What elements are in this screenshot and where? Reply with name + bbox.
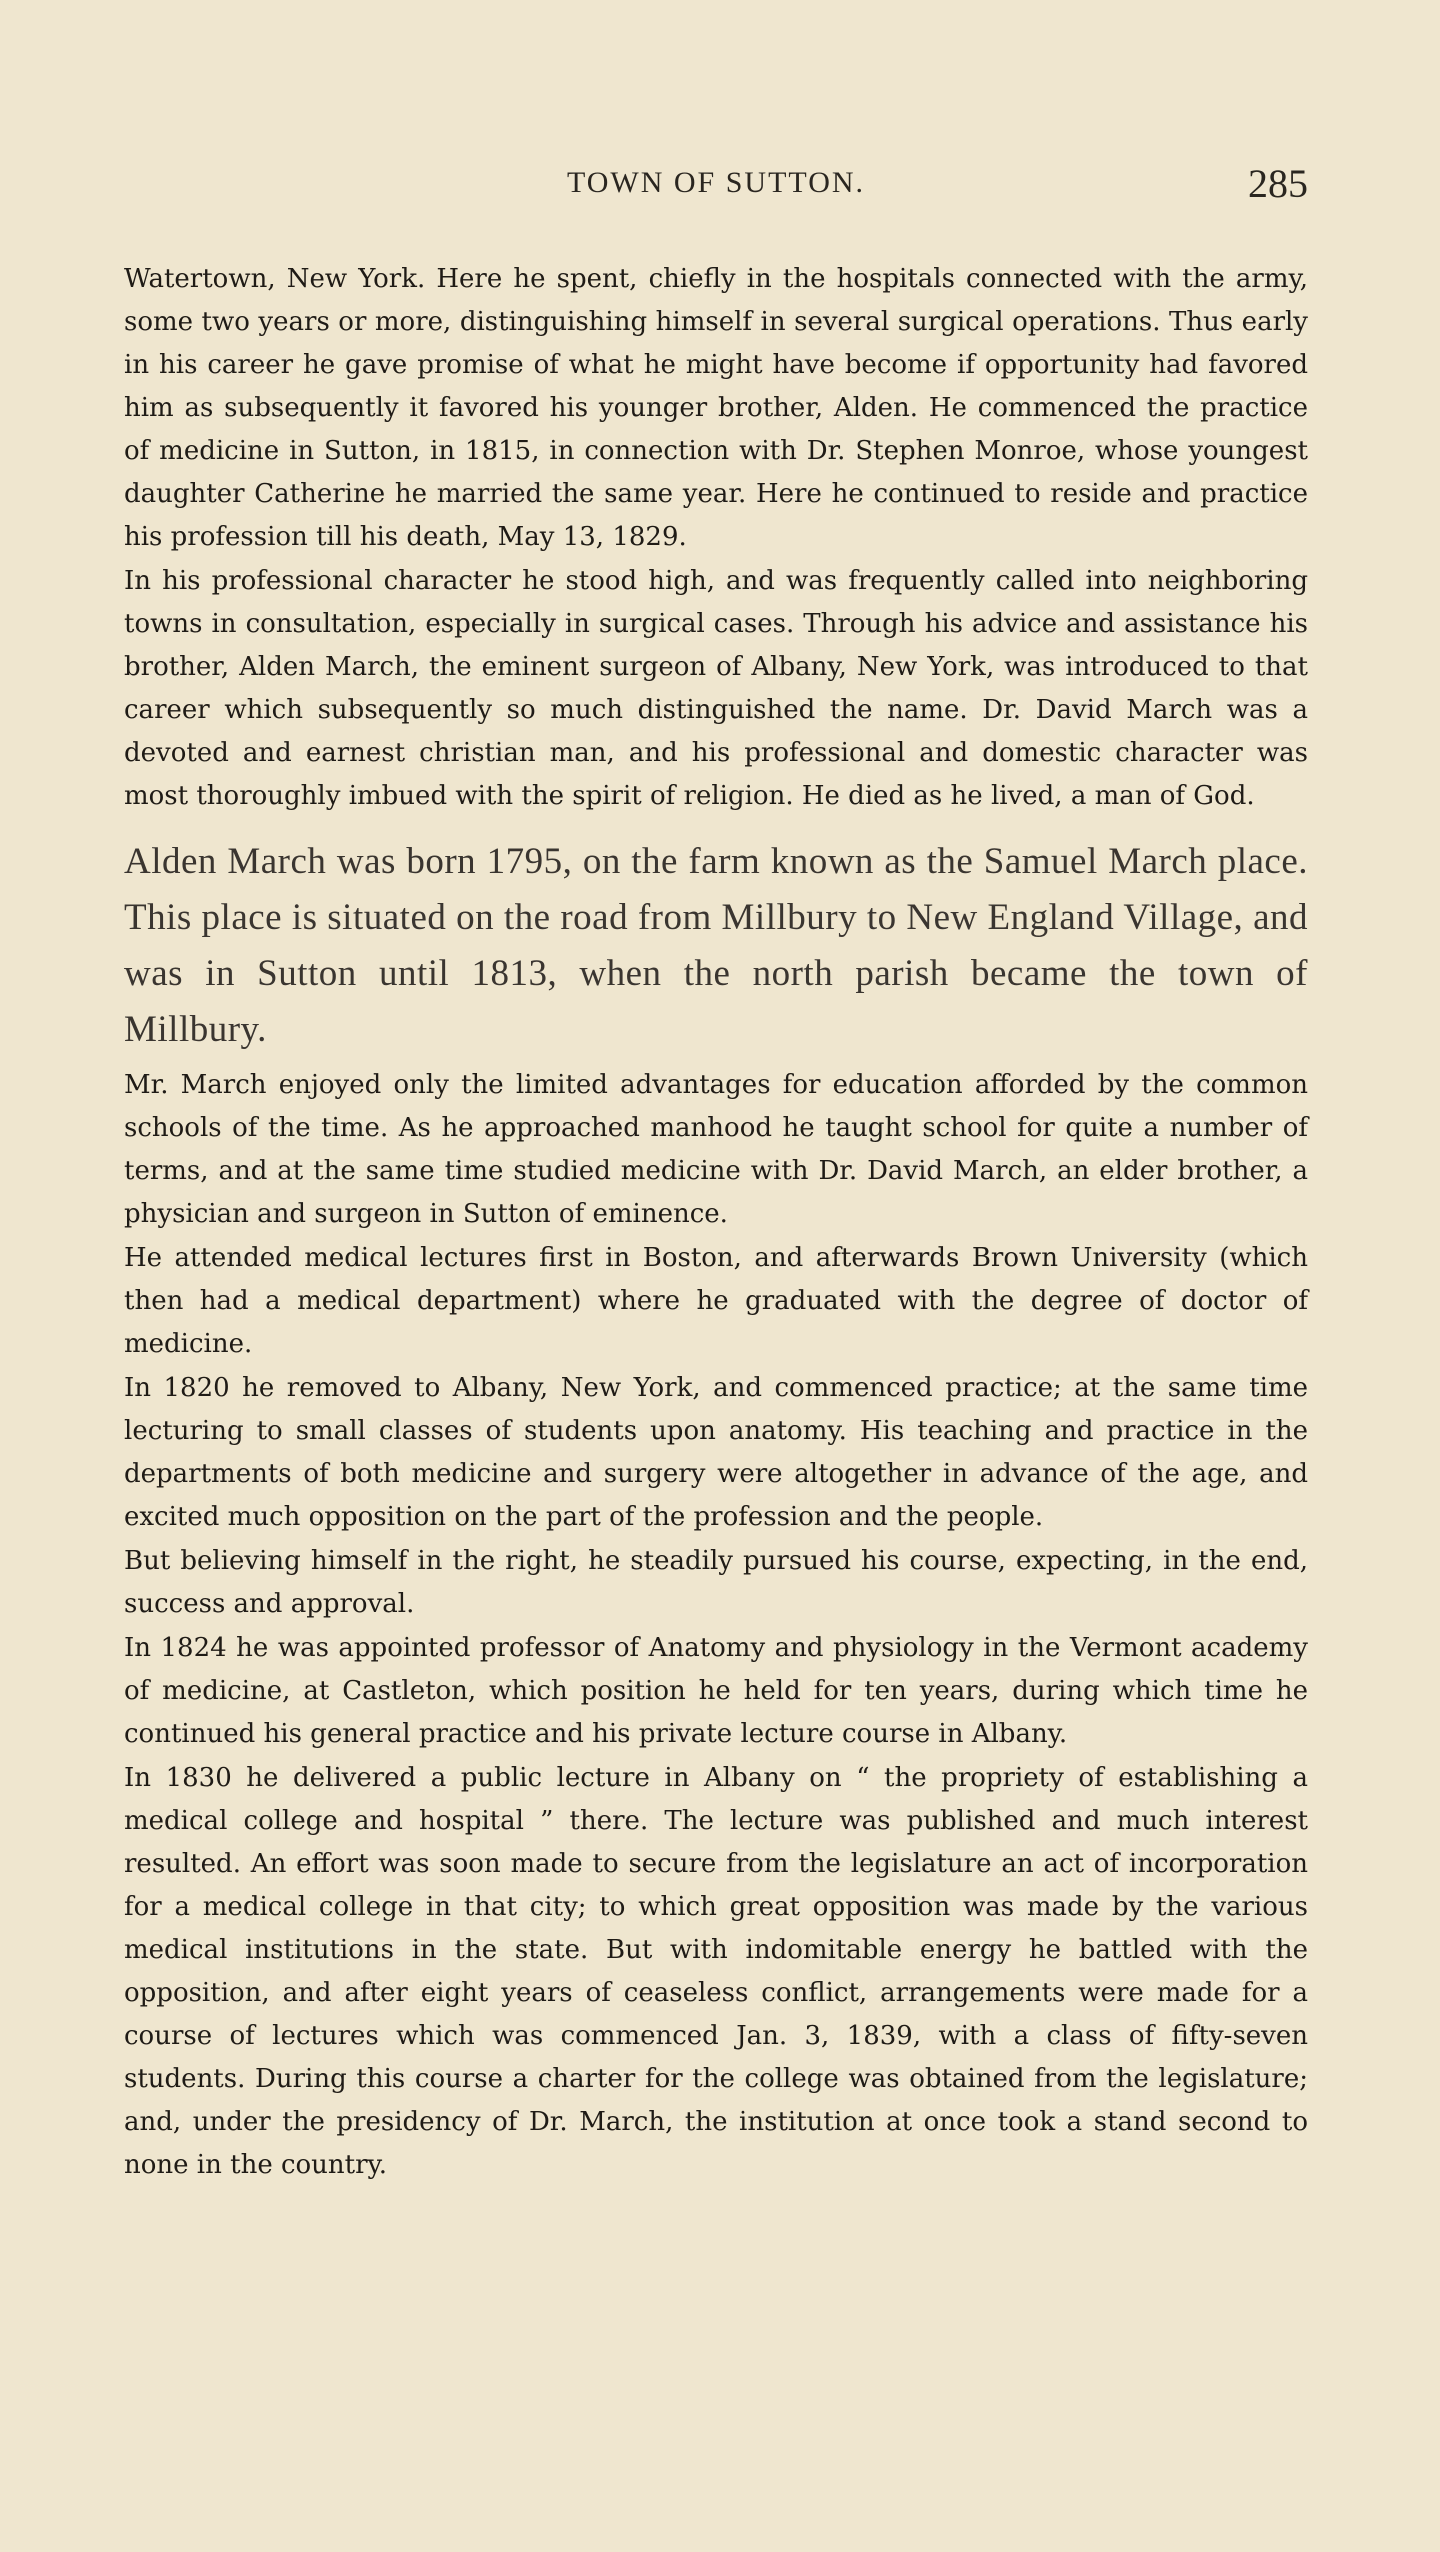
paragraph-albany-practice: In 1820 he removed to Albany, New York, and commenced practice; at the same time lecturing to small classes of students upon anatomy. His teaching and practice in the departments of both medicine and surgery were altogether in advance of the age, and excited much opposition on the part of the profession and the people. xyxy=(124,1373,1308,1532)
running-head xyxy=(124,160,1308,208)
paragraph-vermont-professor: In 1824 he was appointed professor of Anatomy and physiology in the Vermont academy of medicine, at Castleton, which position he held for ten years, during which time he continued his general practice and his private lecture course in Albany. xyxy=(124,1633,1308,1749)
body-text xyxy=(124,258,1308,2188)
paragraph-alden-march-intro: Alden March was born 1795, on the farm known as the Samuel March place. This place is situated on the road from Millbury to New England Village, and was in Sutton until 1813, when the north parish became the town of Millbury. xyxy=(124,841,1308,1050)
paragraph-believing: But believing himself in the right, he steadily pursued his course, expecting, in the end, success and approval. xyxy=(124,1546,1308,1619)
page-number: 285 xyxy=(1248,161,1308,206)
paragraph-professional-character: In his professional character he stood high, and was frequently called into neighboring towns in consultation, especially in surgical cases. Through his advice and assistance his brother, Alden March, the eminent surgeon of Albany, New York, was introduced to that career which subsequently so much distinguished the name. Dr. David March was a devoted and earnest christian man, and his professional and domestic character was most thoroughly imbued with the spirit of religion. He died as he lived, a man of God. xyxy=(124,566,1308,811)
paragraph-education: Mr. March enjoyed only the limited advantages for education afforded by the common schools of the time. As he approached manhood he taught school for quite a number of terms, and at the same time studied medicine with Dr. David March, an elder brother, a physician and surgeon in Sutton of eminence. xyxy=(124,1070,1308,1229)
paragraph-medical-college: In 1830 he delivered a public lecture in Albany on “ the propriety of establishing a medical college and hospital ” there. The lecture was published and much interest resulted. An effort was soon made to secure from the legislature an act of incorporation for a medical college in that city; to which great opposition was made by the various medical institutions in the state. But with indomitable energy he battled with the opposition, and after eight years of ceaseless conflict, arrangements were made for a course of lectures which was commenced Jan. 3, 1839, with a class of fifty-seven students. During this course a charter for the college was obtained from the legislature; and, under the presidency of Dr. March, the institution at once took a stand second to none in the country. xyxy=(124,1763,1308,2180)
paragraph-continuation: Watertown, New York. Here he spent, chiefly in the hospitals connected with the army, some two years or more, distinguishing himself in several surgical operations. Thus early in his career he gave promise of what he might have become if opportunity had favored him as subsequently it favored his younger brother, Alden. He commenced the practice of medicine in Sutton, in 1815, in connection with Dr. Stephen Monroe, whose youngest daughter Catherine he married the same year. Here he continued to reside and practice his profession till his death, May 13, 1829. xyxy=(124,264,1308,552)
paragraph-medical-lectures: He attended medical lectures first in Boston, and afterwards Brown University (which then had a medical department) where he graduated with the degree of doctor of medicine. xyxy=(124,1243,1308,1359)
running-title: TOWN OF SUTTON. xyxy=(566,166,866,199)
